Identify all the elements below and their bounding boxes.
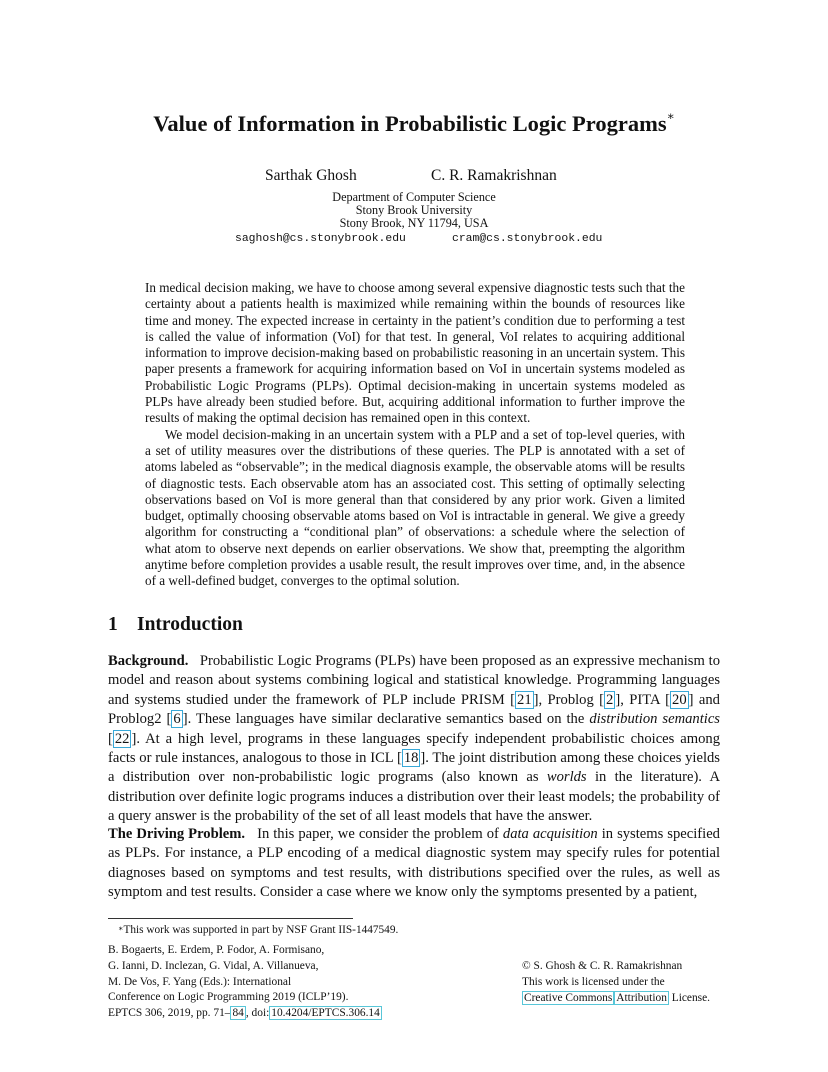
email-1: saghosh@cs.stonybrook.edu <box>235 233 406 245</box>
venue-line: M. De Vos, F. Yang (Eds.): International <box>108 975 292 988</box>
text-span: Probabilistic Logic Programs (PLPs) have been proposed as an expressive mechanism to model and reason about systems combining logical and statistical knowledge. Programming languages and systems studied under the framework of PLP include PRISM <box>108 653 721 708</box>
license-links-line <box>522 991 710 1007</box>
text-span: in the literature). A distribution over definite logic programs induces a distribution over their least models; the probability of a query answer is the probability of the set of all least models that have the answer. <box>108 769 721 825</box>
text-span: , Problog <box>538 691 600 708</box>
abstract <box>145 280 685 590</box>
title-text: Value of Information in Probabilistic Logic Programs <box>153 111 667 136</box>
venue-line: G. Ianni, D. Inclezan, G. Vidal, A. Villanueva, <box>108 959 319 972</box>
emphasis: worlds <box>546 769 587 786</box>
text-span: in systems specified as PLPs. For instance, a PLP encoding of a medical diagnostic system may specify rules for potential diagnoses based on symptoms and test results, with distributions specified over the rules, as well as symptom and test results. Consider a case where we know only the symptoms presented by a patient, <box>108 826 720 901</box>
section-title: Introduction <box>137 614 243 635</box>
section-heading <box>108 614 243 636</box>
citation-link[interactable]: 22 <box>114 730 130 747</box>
citation-link[interactable]: 6 <box>173 711 181 728</box>
author-1: Sarthak Ghosh <box>265 167 357 184</box>
affiliation-university: Stony Brook University <box>355 203 473 217</box>
author-2: C. R. Ramakrishnan <box>431 167 557 184</box>
text-span: and Problog2 <box>108 691 720 728</box>
citation-link[interactable]: 18 <box>403 750 419 767</box>
footnote <box>118 924 398 936</box>
driving-problem-paragraph <box>108 825 720 903</box>
email-2: cram@cs.stonybrook.edu <box>452 233 603 245</box>
emphasis: distribution semantics <box>589 711 720 728</box>
emphasis: data acquisition <box>502 826 598 842</box>
affiliation-department: Department of Computer Science <box>332 190 496 204</box>
citation-link[interactable]: 21 <box>517 691 532 708</box>
text-span: . These languages have similar declarative semantics based on the <box>187 711 590 728</box>
footnote-rule <box>108 918 353 919</box>
background-paragraph: Background. Probabilistic Logic Programs (PLPs) have been proposed as an expressive mechanism to model and reason about systems combining logical and statistical knowledge. Programming languages and systems studied under the framework of PLP include PRISM [ 21 ], Problog [ 2 ], PITA [ 20 ] and Problog2 [ 6 ]. These languages have similar declarative semantics based on the distribution semantics [ 22 ]. At a high level, programs in these languages specify independent probabilistic choices among facts or rule instances, analogous to those in ICL [ 18 ]. The joint distribution among these choices yields a distribution over non-probabilistic logic programs (also known as worlds in the literature). A distribution over definite logic programs induces a distribution over their least models; the probability of a query answer is the probability of the set of all least models that have the answer. <box>108 653 721 825</box>
section-number: 1 <box>108 614 118 635</box>
text-span: In this paper, we consider the problem of <box>257 826 503 842</box>
venue-line: Conference on Logic Programming 2019 (ICLP’19). <box>108 991 349 1004</box>
venue-line: B. Bogaerts, E. Erdem, P. Fodor, A. Formisano, <box>108 944 325 956</box>
venue-block <box>108 943 382 1022</box>
citation-link[interactable]: 2 <box>606 691 614 708</box>
citation-link[interactable]: 20 <box>672 691 687 708</box>
attribution-link[interactable]: Attribution <box>616 991 667 1004</box>
doi-link[interactable]: 10.4204/EPTCS.306.14 <box>271 1007 380 1020</box>
eptcs-line <box>108 1006 382 1022</box>
abstract-paragraph-1: In medical decision making, we have to choose among several expensive diagnostic tests such that the certainty about a patients health is maximized while remaining within the bounds of resources like time and money. The expected increase in certainty in the patient’s condition due to performing a test is called the value of information (VoI) for that test. In general, VoI relates to acquiring additional information to improve decision-making based on probabilistic reasoning in an uncertain system. This paper presents a framework for acquiring information based on VoI in uncertain systems modeled as Probabilistic Logic Programs (PLPs). Optimal decision-making in uncertain systems modeled as PLPs have already been studied before. But, acquiring additional information to further improve the results of making the optimal decision has remained open in this context. <box>145 280 685 426</box>
license-end: License. <box>668 991 711 1004</box>
driving-problem-heading: The Driving Problem. <box>108 826 246 842</box>
license-line: This work is licensed under the <box>522 975 665 988</box>
abstract-paragraph-2: We model decision-making in an uncertain system with a PLP and a set of top-level queries, with a set of utility measures over the distributions of these queries. The PLP is annotated with a set of atoms labeled as “observable”; in the medical diagnosis example, the observable atoms will be results of diagnostic tests. Each observable atom has an associated cost. This setting of optimally selecting observations based on VoI is more general than that considered by any prior work. Given a limited budget, optimally choosing observable atoms based on VoI is intractable in general. We give a greedy algorithm for constructing a “conditional plan” of observations: a schedule where the selection of what atom to observe next depends on earlier observations. We show that, preempting the algorithm anytime before completion provides a usable result, the result improves over time, and, in the absence of a well-defined budget, converges to the optimal solution. <box>145 426 685 589</box>
footnote-text: This work was supported in part by NSF Grant IIS-1447549. <box>123 924 399 936</box>
copyright-line: © S. Ghosh & C. R. Ramakrishnan <box>522 960 683 972</box>
creative-commons-link[interactable]: Creative Commons <box>524 991 613 1004</box>
footnote-mark: ∗ <box>118 924 124 933</box>
title-footnote-mark: ∗ <box>666 109 675 123</box>
affiliation-address: Stony Brook, NY 11794, USA <box>339 216 489 230</box>
text-span: . At a high level, programs in these languages specify independent probabilistic choices among facts or rule instances, analogous to those in ICL <box>108 730 720 767</box>
eptcs-text: EPTCS 306, 2019, pp. 71– <box>108 1007 231 1020</box>
doi-label: , doi: <box>245 1007 270 1020</box>
text-span: , PITA <box>620 691 666 708</box>
paper-title <box>0 111 828 137</box>
license-block <box>522 959 710 1006</box>
background-heading: Background. <box>108 653 189 669</box>
text-span: . The joint distribution among these choices yields a distribution over non-probabilistic logic programs (also known as <box>108 750 720 786</box>
end-page-link[interactable]: 84 <box>232 1007 244 1020</box>
